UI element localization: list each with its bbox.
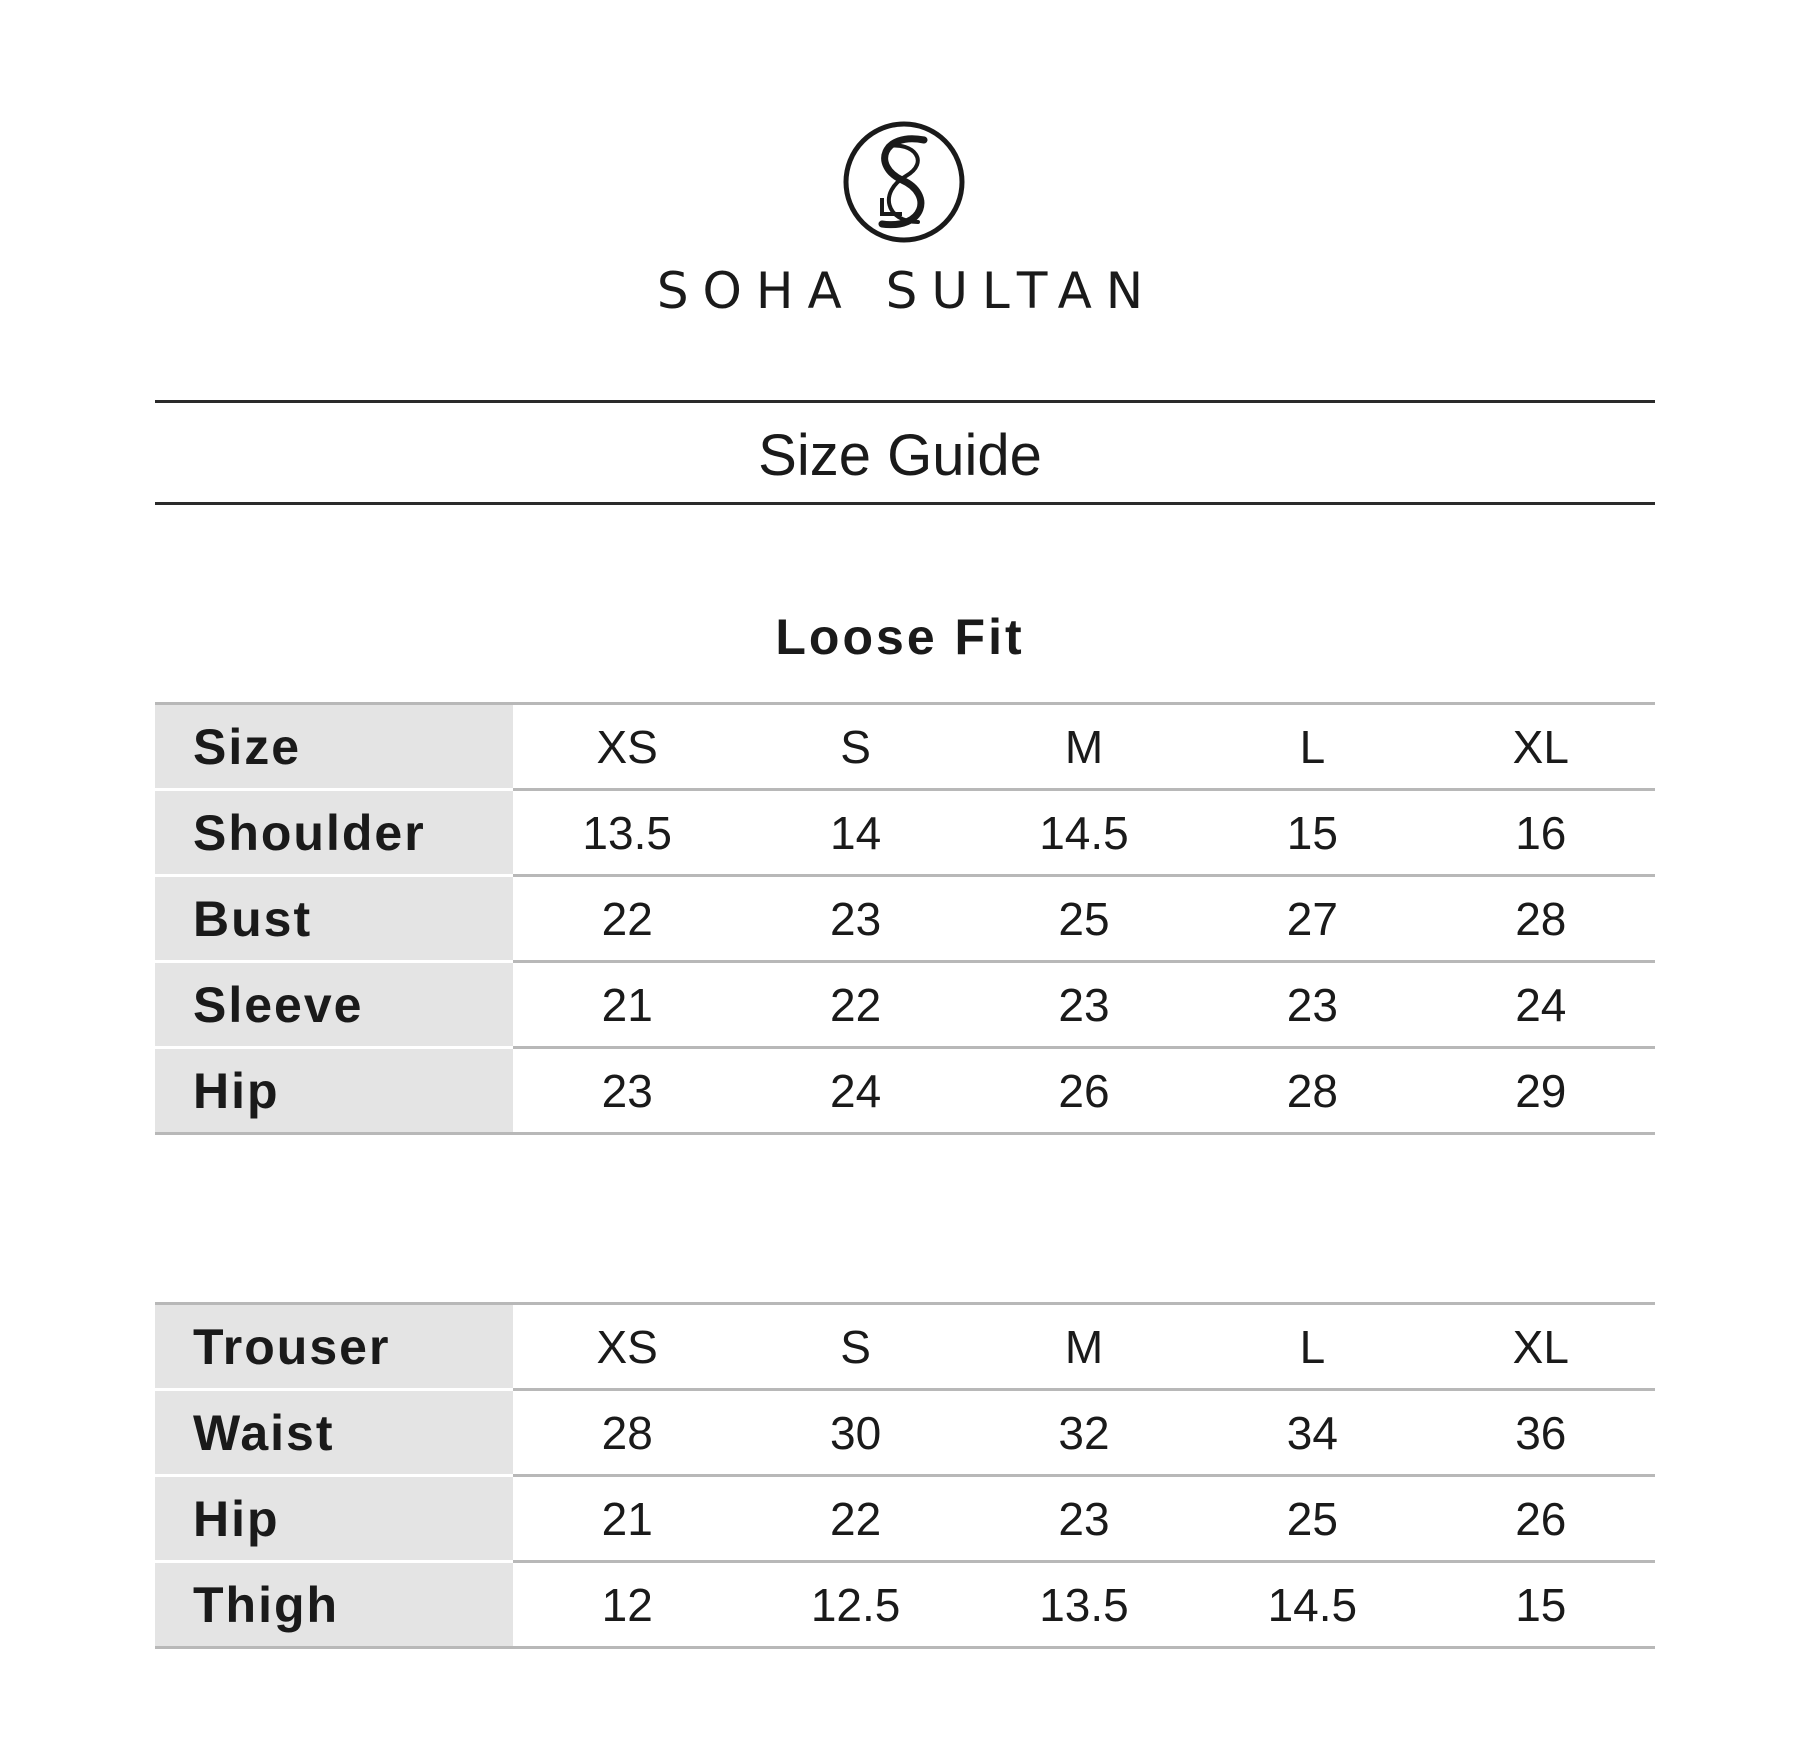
brand-name: SOHA SULTAN bbox=[656, 262, 1158, 320]
measurement-cell: 24 bbox=[741, 1048, 969, 1134]
table-row bbox=[155, 962, 1655, 1048]
table-row bbox=[155, 876, 1655, 962]
size-header-cell: S bbox=[741, 1304, 969, 1390]
row-label: Bust bbox=[155, 876, 513, 962]
measurement-cell: 16 bbox=[1427, 790, 1655, 876]
ss-monogram-circle-icon bbox=[842, 118, 966, 246]
measurement-cell: 23 bbox=[970, 962, 1198, 1048]
measurement-cell: 21 bbox=[513, 962, 741, 1048]
table-row bbox=[155, 1390, 1655, 1476]
row-label: Size bbox=[155, 704, 513, 790]
measurement-cell: 28 bbox=[1427, 876, 1655, 962]
size-header-cell: XL bbox=[1427, 1304, 1655, 1390]
measurement-cell: 13.5 bbox=[513, 790, 741, 876]
measurement-cell: 25 bbox=[1198, 1476, 1426, 1562]
measurement-cell: 22 bbox=[513, 876, 741, 962]
measurement-cell: 30 bbox=[741, 1390, 969, 1476]
table-header-row bbox=[155, 1304, 1655, 1390]
trouser-size-table bbox=[155, 1302, 1655, 1649]
size-header-cell: M bbox=[970, 704, 1198, 790]
measurement-cell: 23 bbox=[970, 1476, 1198, 1562]
measurement-cell: 12 bbox=[513, 1562, 741, 1648]
measurement-cell: 29 bbox=[1427, 1048, 1655, 1134]
row-label: Hip bbox=[155, 1048, 513, 1134]
measurement-cell: 34 bbox=[1198, 1390, 1426, 1476]
measurement-cell: 26 bbox=[1427, 1476, 1655, 1562]
size-header-cell: XL bbox=[1427, 704, 1655, 790]
row-label: Hip bbox=[155, 1476, 513, 1562]
size-header-cell: L bbox=[1198, 704, 1426, 790]
table-row bbox=[155, 790, 1655, 876]
measurement-cell: 12.5 bbox=[741, 1562, 969, 1648]
row-label: Thigh bbox=[155, 1562, 513, 1648]
row-label: Sleeve bbox=[155, 962, 513, 1048]
table-row bbox=[155, 1048, 1655, 1134]
measurement-cell: 14.5 bbox=[1198, 1562, 1426, 1648]
page-title: Size Guide bbox=[758, 423, 1042, 488]
measurement-cell: 23 bbox=[1198, 962, 1426, 1048]
size-header-cell: S bbox=[741, 704, 969, 790]
measurement-cell: 23 bbox=[741, 876, 969, 962]
loose-fit-size-table bbox=[155, 702, 1655, 1135]
measurement-cell: 25 bbox=[970, 876, 1198, 962]
size-header-cell: XS bbox=[513, 1304, 741, 1390]
size-header-cell: L bbox=[1198, 1304, 1426, 1390]
top-divider bbox=[155, 400, 1655, 403]
measurement-cell: 13.5 bbox=[970, 1562, 1198, 1648]
title-divider bbox=[155, 502, 1655, 505]
measurement-cell: 14.5 bbox=[970, 790, 1198, 876]
measurement-cell: 15 bbox=[1427, 1562, 1655, 1648]
row-label: Waist bbox=[155, 1390, 513, 1476]
measurement-cell: 28 bbox=[1198, 1048, 1426, 1134]
measurement-cell: 32 bbox=[970, 1390, 1198, 1476]
row-label: Trouser bbox=[155, 1304, 513, 1390]
size-header-cell: XS bbox=[513, 704, 741, 790]
measurement-cell: 22 bbox=[741, 962, 969, 1048]
measurement-cell: 27 bbox=[1198, 876, 1426, 962]
measurement-cell: 15 bbox=[1198, 790, 1426, 876]
measurement-cell: 14 bbox=[741, 790, 969, 876]
row-label: Shoulder bbox=[155, 790, 513, 876]
measurement-cell: 28 bbox=[513, 1390, 741, 1476]
measurement-cell: 36 bbox=[1427, 1390, 1655, 1476]
measurement-cell: 26 bbox=[970, 1048, 1198, 1134]
measurement-cell: 22 bbox=[741, 1476, 969, 1562]
measurement-cell: 24 bbox=[1427, 962, 1655, 1048]
table-header-row bbox=[155, 704, 1655, 790]
measurement-cell: 21 bbox=[513, 1476, 741, 1562]
size-header-cell: M bbox=[970, 1304, 1198, 1390]
section-title-loose-fit: Loose Fit bbox=[775, 609, 1025, 665]
table-row bbox=[155, 1476, 1655, 1562]
table-row bbox=[155, 1562, 1655, 1648]
measurement-cell: 23 bbox=[513, 1048, 741, 1134]
